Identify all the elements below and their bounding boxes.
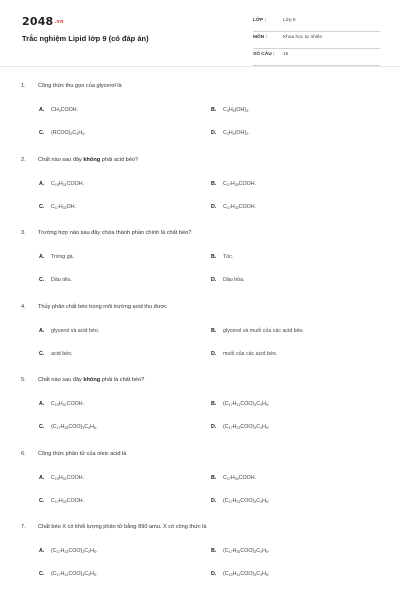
option-text: $(C_{17}H_{35}COO)_3C_3H_5$. [223,548,270,554]
answer-option[interactable] [39,401,84,407]
question-text: Chất nào sau đây không phải là chất béo? [38,377,145,383]
question-item [0,301,400,375]
logo-suffix: .vn [54,19,64,25]
option-letter: B. [211,474,217,481]
logo-text: 2048 [22,15,54,28]
answer-option[interactable] [39,351,73,357]
option-text: $C_{15}H_{31}COOH$. [51,474,85,481]
option-letter: A. [39,254,45,260]
meta-value: Lớp 9 [283,18,296,23]
question-item [0,80,400,154]
question-number: 3. [21,230,26,236]
option-text: acid béo. [51,350,73,357]
answer-option[interactable] [39,254,74,260]
option-letter: B. [211,254,217,260]
option-text: muối của các acid béo. [223,350,278,357]
answer-option[interactable] [211,254,233,260]
option-letter: D. [211,497,217,504]
option-letter: D. [211,203,217,210]
option-letter: D. [211,277,217,283]
option-letter: C. [39,350,45,357]
answer-option[interactable] [211,401,269,407]
question-number: 1. [21,83,26,89]
option-letter: A. [39,548,45,554]
question-item [0,448,400,522]
option-letter: C. [39,130,45,136]
answer-option[interactable] [39,107,78,113]
answer-option[interactable] [39,498,84,504]
answer-option[interactable] [39,424,97,430]
site-logo[interactable] [22,15,64,28]
option-text: Dầu hỏa. [223,277,245,283]
answer-option[interactable] [39,328,99,334]
meta-label: LỚP : [253,18,267,23]
option-text: $(C_{17}H_{35}COO)_3C_3H_5$. [51,424,98,430]
option-letter: D. [211,571,217,577]
option-text: $C_{17}H_{35}COOH$. [223,180,257,187]
option-letter: A. [39,474,45,481]
option-text: $(C_{17}H_{33}COO)_3C_3H_5$. [223,497,270,504]
option-text: $C_{17}H_{33}COOH$. [51,497,85,504]
meta-table [253,15,380,66]
option-letter: B. [211,107,217,113]
answer-option[interactable] [211,130,250,136]
question-text: Công thức thu gọn của glycerol là [38,83,122,89]
option-text: $C_{15}H_{31}COOH$. [51,180,85,187]
question-text: Công thức phân tử của oleic acid là [38,450,127,457]
option-text: $C_3H_5(OH)_3$. [223,107,250,113]
option-letter: A. [39,327,45,334]
answer-option[interactable] [211,548,269,554]
meta-row-count [253,49,380,66]
answer-option[interactable] [211,424,269,430]
question-stem [21,524,207,530]
option-text: $CH_3COOH$. [51,107,79,113]
option-letter: C. [39,497,45,504]
option-text: glycerol và muối của các acid béo. [223,327,304,334]
document-title: Trắc nghiệm Lipid lớp 9 (có đáp án) [22,34,149,43]
option-text: Dầu oliu. [51,277,72,283]
option-text: $C_2H_4(OH)_2$. [223,130,250,136]
answer-option[interactable] [211,475,256,481]
question-number: 7. [21,524,26,530]
option-text: $(C_{17}H_{31}COO)_3C_3H_5$. [51,571,98,577]
document-header [0,0,400,68]
meta-label: MÔN : [253,35,268,40]
option-letter: A. [39,107,45,113]
option-letter: B. [211,180,217,187]
option-letter: B. [211,327,217,334]
answer-option[interactable] [211,351,277,357]
option-text: $(C_{17}H_{31}COO)_3C_3H_5$. [223,401,270,407]
option-text: $C_{15}H_{31}COOH$. [51,401,85,407]
option-text: Trứng gà. [51,254,75,260]
meta-label: SỐ CÂU : [253,52,275,57]
option-text: $C_{17}H_{33}COOH$. [223,203,257,210]
answer-option[interactable] [211,328,304,334]
question-item [0,374,400,448]
answer-option[interactable] [211,181,256,187]
answer-option[interactable] [39,181,84,187]
question-text: Thủy phân chất béo trong môi trường acid thu được [38,303,167,310]
answer-option[interactable] [211,204,256,210]
question-number: 5. [21,377,26,383]
answer-option[interactable] [211,498,269,504]
answer-option[interactable] [39,130,86,136]
option-letter: B. [211,548,217,554]
question-stem [21,157,138,163]
answer-option[interactable] [39,204,76,210]
option-letter: C. [39,424,45,430]
question-stem [21,304,167,310]
option-text: $C_{17}H_{33}OH$. [51,203,77,210]
option-text: $(C_{15}H_{31}COO)_3C_3H_5$. [223,571,270,577]
option-text: $(C_{17}H_{33}COO)_3C_3H_5$. [51,548,98,554]
question-number: 6. [21,450,26,457]
option-letter: A. [39,180,45,187]
meta-value: 15 [283,52,289,57]
meta-row-subject [253,32,380,49]
option-text: $(RCOO)_3C_3H_5$. [51,130,86,136]
option-letter: A. [39,401,45,407]
option-letter: C. [39,571,45,577]
question-number: 4. [21,303,26,310]
question-stem [21,230,191,236]
option-letter: D. [211,350,217,357]
question-list [0,80,400,595]
option-text: glycerol và acid béo. [51,327,100,334]
meta-row-class [253,15,380,32]
option-letter: C. [39,203,45,210]
question-stem [21,377,144,383]
answer-option[interactable] [211,571,269,577]
answer-option[interactable] [39,475,84,481]
option-letter: C. [39,277,45,283]
option-letter: B. [211,401,217,407]
question-item [0,227,400,301]
option-text: Tóc. [223,254,234,260]
answer-option[interactable] [39,548,97,554]
answer-option[interactable] [211,107,250,113]
question-item [0,521,400,595]
option-text: $C_{17}H_{35}COOH$. [223,474,257,481]
question-stem [21,451,126,457]
header-divider [0,66,400,67]
option-text: $(C_{17}H_{33}COO)_3C_3H_5$. [223,424,270,430]
question-item [0,154,400,228]
option-letter: D. [211,424,217,430]
answer-option[interactable] [39,277,72,283]
question-text: Trường hợp nào sau đây chứa thành phần chính là chất béo? [38,230,192,236]
question-text: Chất béo X có khối lượng phân tử bằng 890 amu. X có công thức là [38,524,207,530]
question-stem [21,83,122,89]
option-letter: D. [211,130,217,136]
question-number: 2. [21,156,26,163]
question-text: Chất nào sau đây không phải acid béo? [38,156,139,163]
meta-value: Khoa học tự nhiên [283,35,323,40]
answer-option[interactable] [211,277,245,283]
answer-option[interactable] [39,571,97,577]
